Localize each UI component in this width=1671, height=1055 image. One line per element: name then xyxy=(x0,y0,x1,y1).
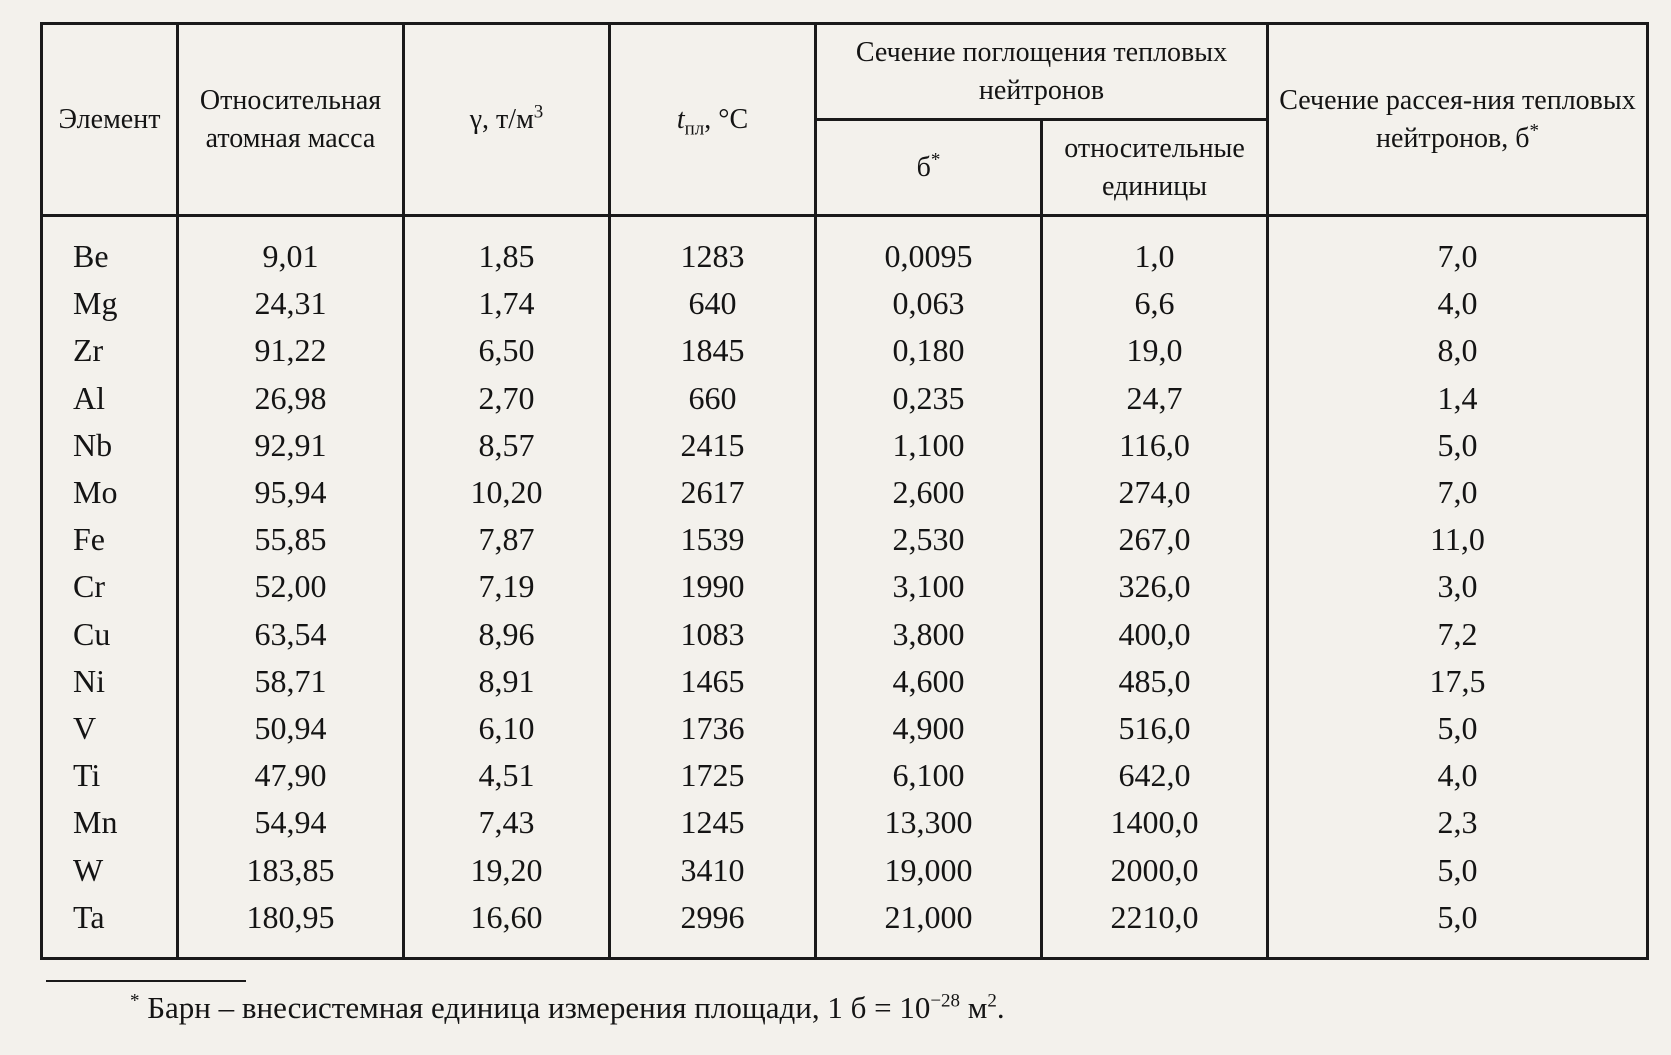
table-cell: 400,0 xyxy=(1118,615,1191,652)
table-cell: 7,87 xyxy=(478,521,535,558)
table-cell: 10,20 xyxy=(470,474,543,511)
table-cell: 7,43 xyxy=(478,804,535,841)
table-cell: 7,19 xyxy=(478,568,535,605)
table-cell: 8,57 xyxy=(478,426,535,463)
table-cell: Cu xyxy=(73,615,111,652)
table-cell: 21,000 xyxy=(884,898,973,935)
table-cell: 1,100 xyxy=(892,426,965,463)
table-cell: 180,95 xyxy=(246,898,335,935)
table-cell: 1283 xyxy=(680,238,745,275)
table-cell: 26,98 xyxy=(254,379,327,416)
column-absorption-barn xyxy=(816,216,1042,959)
table-cell: 52,00 xyxy=(254,568,327,605)
header-absorption-relative: относительные единицы xyxy=(1042,120,1268,216)
table-cell: 91,22 xyxy=(254,332,327,369)
table-cell: 1245 xyxy=(680,804,745,841)
footnote-rule xyxy=(46,980,246,982)
table-cell: 16,60 xyxy=(470,898,543,935)
table-cell: 1,85 xyxy=(478,238,535,275)
table-cell: 3,800 xyxy=(892,615,965,652)
table-cell: 3410 xyxy=(680,851,745,888)
table-cell: Mn xyxy=(73,804,118,841)
table-cell: 2000,0 xyxy=(1110,851,1199,888)
table-cell: 3,100 xyxy=(892,568,965,605)
table-cell: 1539 xyxy=(680,521,745,558)
table-cell: 7,0 xyxy=(1437,238,1478,275)
table-cell: Zr xyxy=(73,332,104,369)
table-cell: 63,54 xyxy=(254,615,327,652)
table-cell: 1083 xyxy=(680,615,745,652)
table-cell: 485,0 xyxy=(1118,662,1191,699)
table-cell: 2210,0 xyxy=(1110,898,1199,935)
table-cell: 274,0 xyxy=(1118,474,1191,511)
column-atomic-mass xyxy=(178,216,404,959)
table-cell: Ta xyxy=(73,898,105,935)
table-cell: 6,10 xyxy=(478,709,535,746)
table-cell: 516,0 xyxy=(1118,709,1191,746)
table-cell: 326,0 xyxy=(1118,568,1191,605)
table-cell: 58,71 xyxy=(254,662,327,699)
table-cell: 55,85 xyxy=(254,521,327,558)
table-cell: 0,0095 xyxy=(884,238,973,275)
table-cell: 1845 xyxy=(680,332,745,369)
table-cell: 642,0 xyxy=(1118,757,1191,794)
table-cell: 19,000 xyxy=(884,851,973,888)
column-elements xyxy=(42,216,178,959)
table-cell: 54,94 xyxy=(254,804,327,841)
table-cell: 2415 xyxy=(680,426,745,463)
table-cell: 4,600 xyxy=(892,662,965,699)
header-absorption-group: Сечение поглощения тепловых нейтронов xyxy=(816,24,1268,120)
column-absorption-relative xyxy=(1042,216,1268,959)
table-cell: Nb xyxy=(73,426,113,463)
table-cell: 95,94 xyxy=(254,474,327,511)
table-cell: 8,0 xyxy=(1437,332,1478,369)
table-cell: 1400,0 xyxy=(1110,804,1199,841)
table-cell: 1,74 xyxy=(478,285,535,322)
table-cell: 5,0 xyxy=(1437,851,1478,888)
elements-table xyxy=(40,22,1649,960)
table-cell: Ni xyxy=(73,662,105,699)
header-element: Элемент xyxy=(42,24,178,216)
table-cell: 50,94 xyxy=(254,709,327,746)
table-cell: 2996 xyxy=(680,898,745,935)
table-cell: 19,0 xyxy=(1126,332,1183,369)
table-cell: 6,50 xyxy=(478,332,535,369)
table-cell: 5,0 xyxy=(1437,709,1478,746)
table-cell: 267,0 xyxy=(1118,521,1191,558)
table-cell: 4,900 xyxy=(892,709,965,746)
column-scattering xyxy=(1268,216,1648,959)
table-cell: 8,91 xyxy=(478,662,535,699)
table-cell: 1736 xyxy=(680,709,745,746)
table-cell: Fe xyxy=(73,521,105,558)
table-cell: Mg xyxy=(73,285,118,322)
table-cell: 4,51 xyxy=(478,757,535,794)
column-density xyxy=(404,216,610,959)
table-cell: 3,0 xyxy=(1437,568,1478,605)
table-cell: 116,0 xyxy=(1119,426,1190,463)
table-cell: Mo xyxy=(73,474,118,511)
table-cell: 2,600 xyxy=(892,474,965,511)
table-cell: 640 xyxy=(688,285,737,322)
table-cell: 1465 xyxy=(680,662,745,699)
table-cell: 1725 xyxy=(680,757,745,794)
table-cell: 8,96 xyxy=(478,615,535,652)
table-cell: 5,0 xyxy=(1437,898,1478,935)
table-cell: 7,2 xyxy=(1437,615,1478,652)
header-density: γ, $т/м^3$ xyxy=(404,24,610,216)
table-cell: 1990 xyxy=(680,568,745,605)
table-cell: 5,0 xyxy=(1437,426,1478,463)
footnote: * Барн – внесистемная единица измерения площади, 1 $б = 10^{-28}$ $м^2$. xyxy=(130,990,1005,1025)
table-cell: 2,3 xyxy=(1437,804,1478,841)
table-cell: 24,7 xyxy=(1126,379,1183,416)
header-melting-temp: $t_{пл}$, °C xyxy=(610,24,816,216)
header-scattering: Сечение рассея-ния тепловых нейтронов, б* xyxy=(1268,24,1648,216)
table-cell: 1,0 xyxy=(1134,238,1175,275)
table-cell: 92,91 xyxy=(254,426,327,463)
table-cell: 6,6 xyxy=(1134,285,1175,322)
table-cell: V xyxy=(73,709,97,746)
table-cell: 0,063 xyxy=(892,285,965,322)
table-cell: 4,0 xyxy=(1437,757,1478,794)
table-cell: Al xyxy=(73,379,105,416)
table-cell: 4,0 xyxy=(1437,285,1478,322)
table-cell: 13,300 xyxy=(884,804,973,841)
header-absorption-barn: б* xyxy=(816,120,1042,216)
table-cell: 9,01 xyxy=(262,238,319,275)
table-cell: 47,90 xyxy=(254,757,327,794)
header-atomic-mass: Относительная атомная масса xyxy=(178,24,404,216)
table-cell: 11,0 xyxy=(1430,521,1485,558)
table-cell: 183,85 xyxy=(246,851,335,888)
table-cell: 1,4 xyxy=(1437,379,1478,416)
column-melting-temp xyxy=(610,216,816,959)
table-cell: 17,5 xyxy=(1429,662,1486,699)
table-cell: 0,235 xyxy=(892,379,965,416)
table-cell: 24,31 xyxy=(254,285,327,322)
table-cell: Ti xyxy=(73,757,101,794)
table-cell: Cr xyxy=(73,568,105,605)
table-cell: Be xyxy=(73,238,109,275)
table-cell: W xyxy=(73,851,104,888)
table-cell: 2617 xyxy=(680,474,745,511)
table-cell: 0,180 xyxy=(892,332,965,369)
table-cell: 2,530 xyxy=(892,521,965,558)
table-cell: 660 xyxy=(688,379,737,416)
table-cell: 19,20 xyxy=(470,851,543,888)
table-cell: 7,0 xyxy=(1437,474,1478,511)
table-cell: 2,70 xyxy=(478,379,535,416)
table-cell: 6,100 xyxy=(892,757,965,794)
